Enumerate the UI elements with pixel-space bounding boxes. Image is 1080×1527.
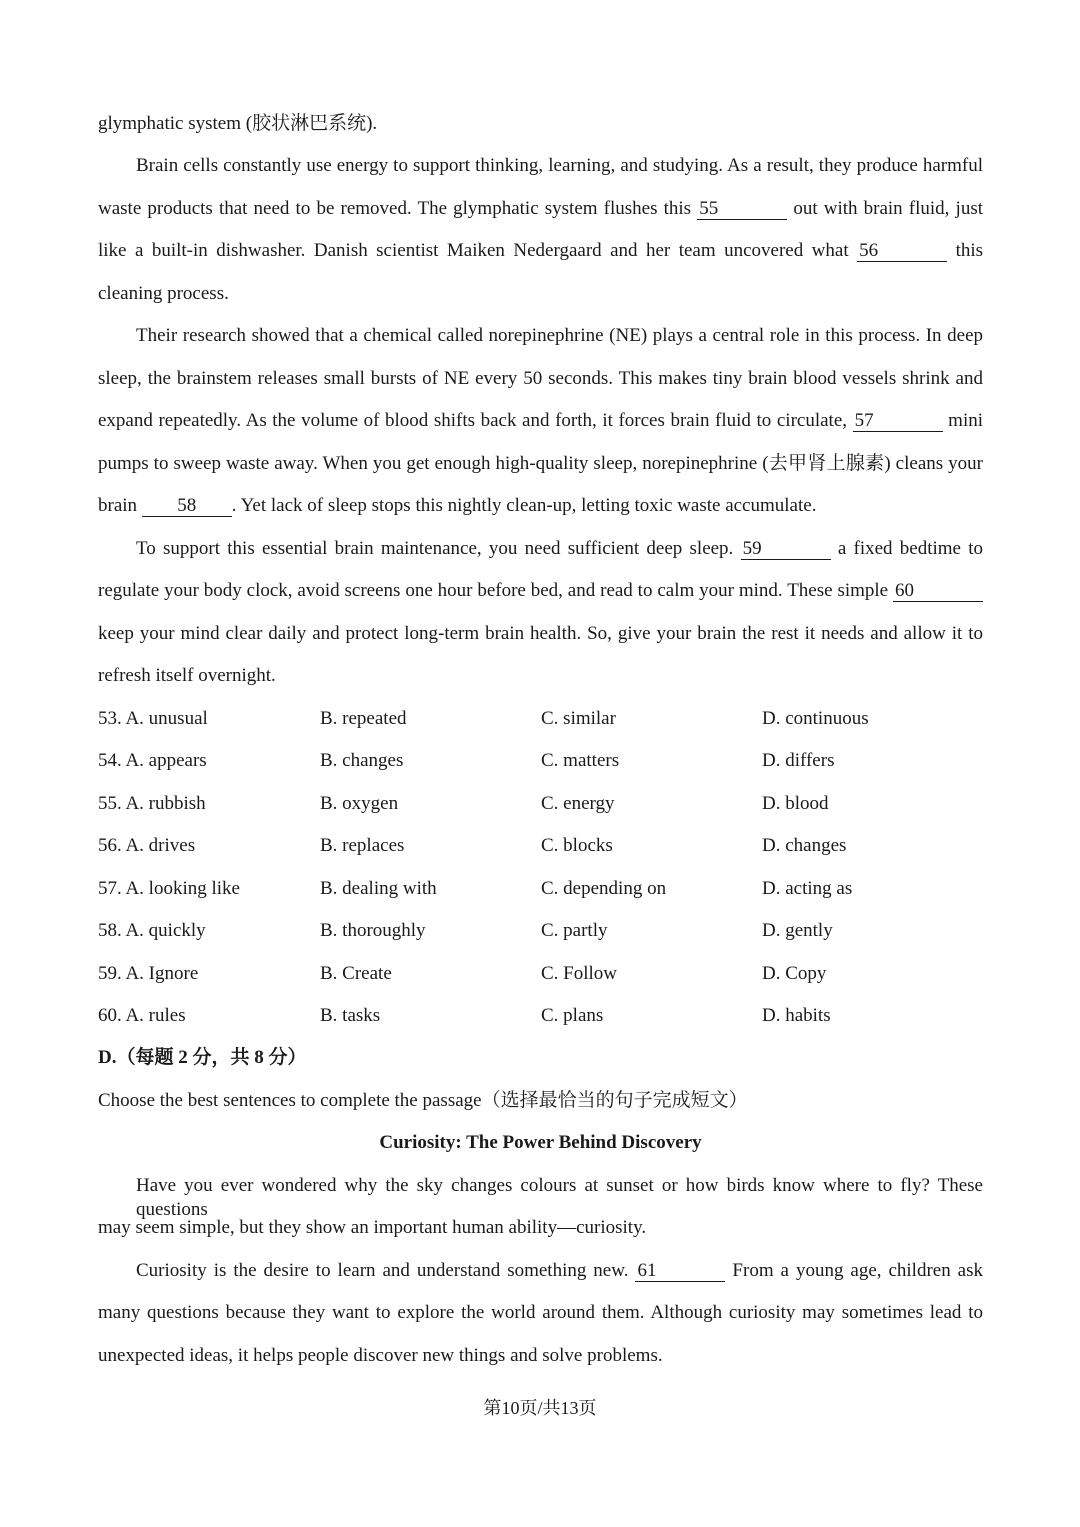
passage-line: keep your mind clear daily and protect long-term brain health. So, give your brain the rest it needs and allow it to xyxy=(98,623,983,644)
option-c: C. partly xyxy=(541,920,608,941)
blank-58: 58 xyxy=(142,496,232,517)
passage-line: brain 58 . Yet lack of sleep stops this nightly clean-up, letting toxic waste accumulate. xyxy=(98,495,817,516)
passage-line: To support this essential brain maintenance, you need sufficient deep sleep. 59 a fixed bedtime to xyxy=(136,538,983,559)
page-number: 第10页/共13页 xyxy=(483,1398,597,1418)
option-c: C. blocks xyxy=(541,835,613,856)
option-c: C. plans xyxy=(541,1005,604,1026)
passage-line: waste products that need to be removed. The glymphatic system flushes this 55 out with brain fluid, just xyxy=(98,198,984,219)
blank-57: 57 xyxy=(853,411,943,432)
option-row xyxy=(98,1004,983,1028)
option-a: 58. A. quickly xyxy=(98,920,206,941)
option-d: D. gently xyxy=(762,920,833,941)
blank-60: 60 xyxy=(893,581,983,602)
option-c: C. energy xyxy=(541,793,615,814)
option-b: B. Create xyxy=(320,963,392,984)
passage-line: unexpected ideas, it helps people discover new things and solve problems. xyxy=(98,1345,663,1366)
option-a: 55. A. rubbish xyxy=(98,793,206,814)
option-d: D. differs xyxy=(762,750,835,771)
option-a: 54. A. appears xyxy=(98,750,207,771)
passage-line: refresh itself overnight. xyxy=(98,665,276,686)
option-c: C. depending on xyxy=(541,878,667,899)
option-b: B. replaces xyxy=(320,835,405,856)
option-a: 60. A. rules xyxy=(98,1005,186,1026)
blank-56: 56 xyxy=(857,241,947,262)
passage-line: pumps to sweep waste away. When you get enough high-quality sleep, norepinephrine (去甲肾上腺素) cleans your xyxy=(98,453,983,474)
option-d: D. Copy xyxy=(762,963,827,984)
passage-line: Have you ever wondered why the sky changes colours at sunset or how birds know where to fly? These questions xyxy=(136,1175,983,1220)
passage-line: expand repeatedly. As the volume of blood shifts back and forth, it forces brain fluid to circulate, 57 mini xyxy=(98,410,984,431)
option-d: D. continuous xyxy=(762,708,869,729)
option-a: 59. A. Ignore xyxy=(98,963,199,984)
passage-line: like a built-in dishwasher. Danish scientist Maiken Nedergaard and her team uncovered what 56 this xyxy=(98,240,984,261)
option-row xyxy=(98,834,983,858)
section-instruction: Choose the best sentences to complete the passage（选择最恰当的句子完成短文） xyxy=(98,1090,748,1111)
passage-line: sleep, the brainstem releases small bursts of NE every 50 seconds. This makes tiny brain blood vessels shrink and xyxy=(98,368,983,389)
option-row xyxy=(98,877,983,901)
option-c: C. similar xyxy=(541,708,616,729)
option-a: 56. A. drives xyxy=(98,835,196,856)
passage-line: many questions because they want to explore the world around them. Although curiosity may sometimes lead to xyxy=(98,1302,983,1323)
option-row xyxy=(98,749,983,773)
passage-line: glymphatic system (胶状淋巴系统). xyxy=(98,113,378,134)
option-d: D. habits xyxy=(762,1005,831,1026)
option-d: D. blood xyxy=(762,793,829,814)
option-b: B. thoroughly xyxy=(320,920,426,941)
option-c: C. matters xyxy=(541,750,620,771)
option-b: B. tasks xyxy=(320,1005,381,1026)
option-d: D. changes xyxy=(762,835,847,856)
option-row xyxy=(98,792,983,816)
option-d: D. acting as xyxy=(762,878,853,899)
passage-line: regulate your body clock, avoid screens one hour before bed, and read to calm your mind. These simple 60 xyxy=(98,579,983,603)
passage-line: may seem simple, but they show an important human ability—curiosity. xyxy=(98,1217,647,1238)
option-row xyxy=(98,962,983,986)
option-c: C. Follow xyxy=(541,963,618,984)
blank-59: 59 xyxy=(741,539,831,560)
option-b: B. dealing with xyxy=(320,878,437,899)
section-heading: D.（每题 2 分，共 8 分） xyxy=(98,1047,307,1068)
passage-line: Their research showed that a chemical called norepinephrine (NE) plays a central role in this process. In deep xyxy=(136,325,983,346)
option-b: B. oxygen xyxy=(320,793,399,814)
option-a: 57. A. looking like xyxy=(98,878,240,899)
blank-55: 55 xyxy=(697,199,787,220)
passage-title: Curiosity: The Power Behind Discovery xyxy=(379,1132,702,1153)
blank-61: 61 xyxy=(635,1261,725,1282)
passage-line: cleaning process. xyxy=(98,283,229,304)
option-row xyxy=(98,707,983,731)
option-b: B. changes xyxy=(320,750,404,771)
option-b: B. repeated xyxy=(320,708,407,729)
option-row xyxy=(98,919,983,943)
passage-line: Curiosity is the desire to learn and understand something new. 61 From a young age, children ask xyxy=(136,1260,984,1281)
option-a: 53. A. unusual xyxy=(98,708,208,729)
passage-line: Brain cells constantly use energy to support thinking, learning, and studying. As a result, they produce harmful xyxy=(136,155,983,176)
